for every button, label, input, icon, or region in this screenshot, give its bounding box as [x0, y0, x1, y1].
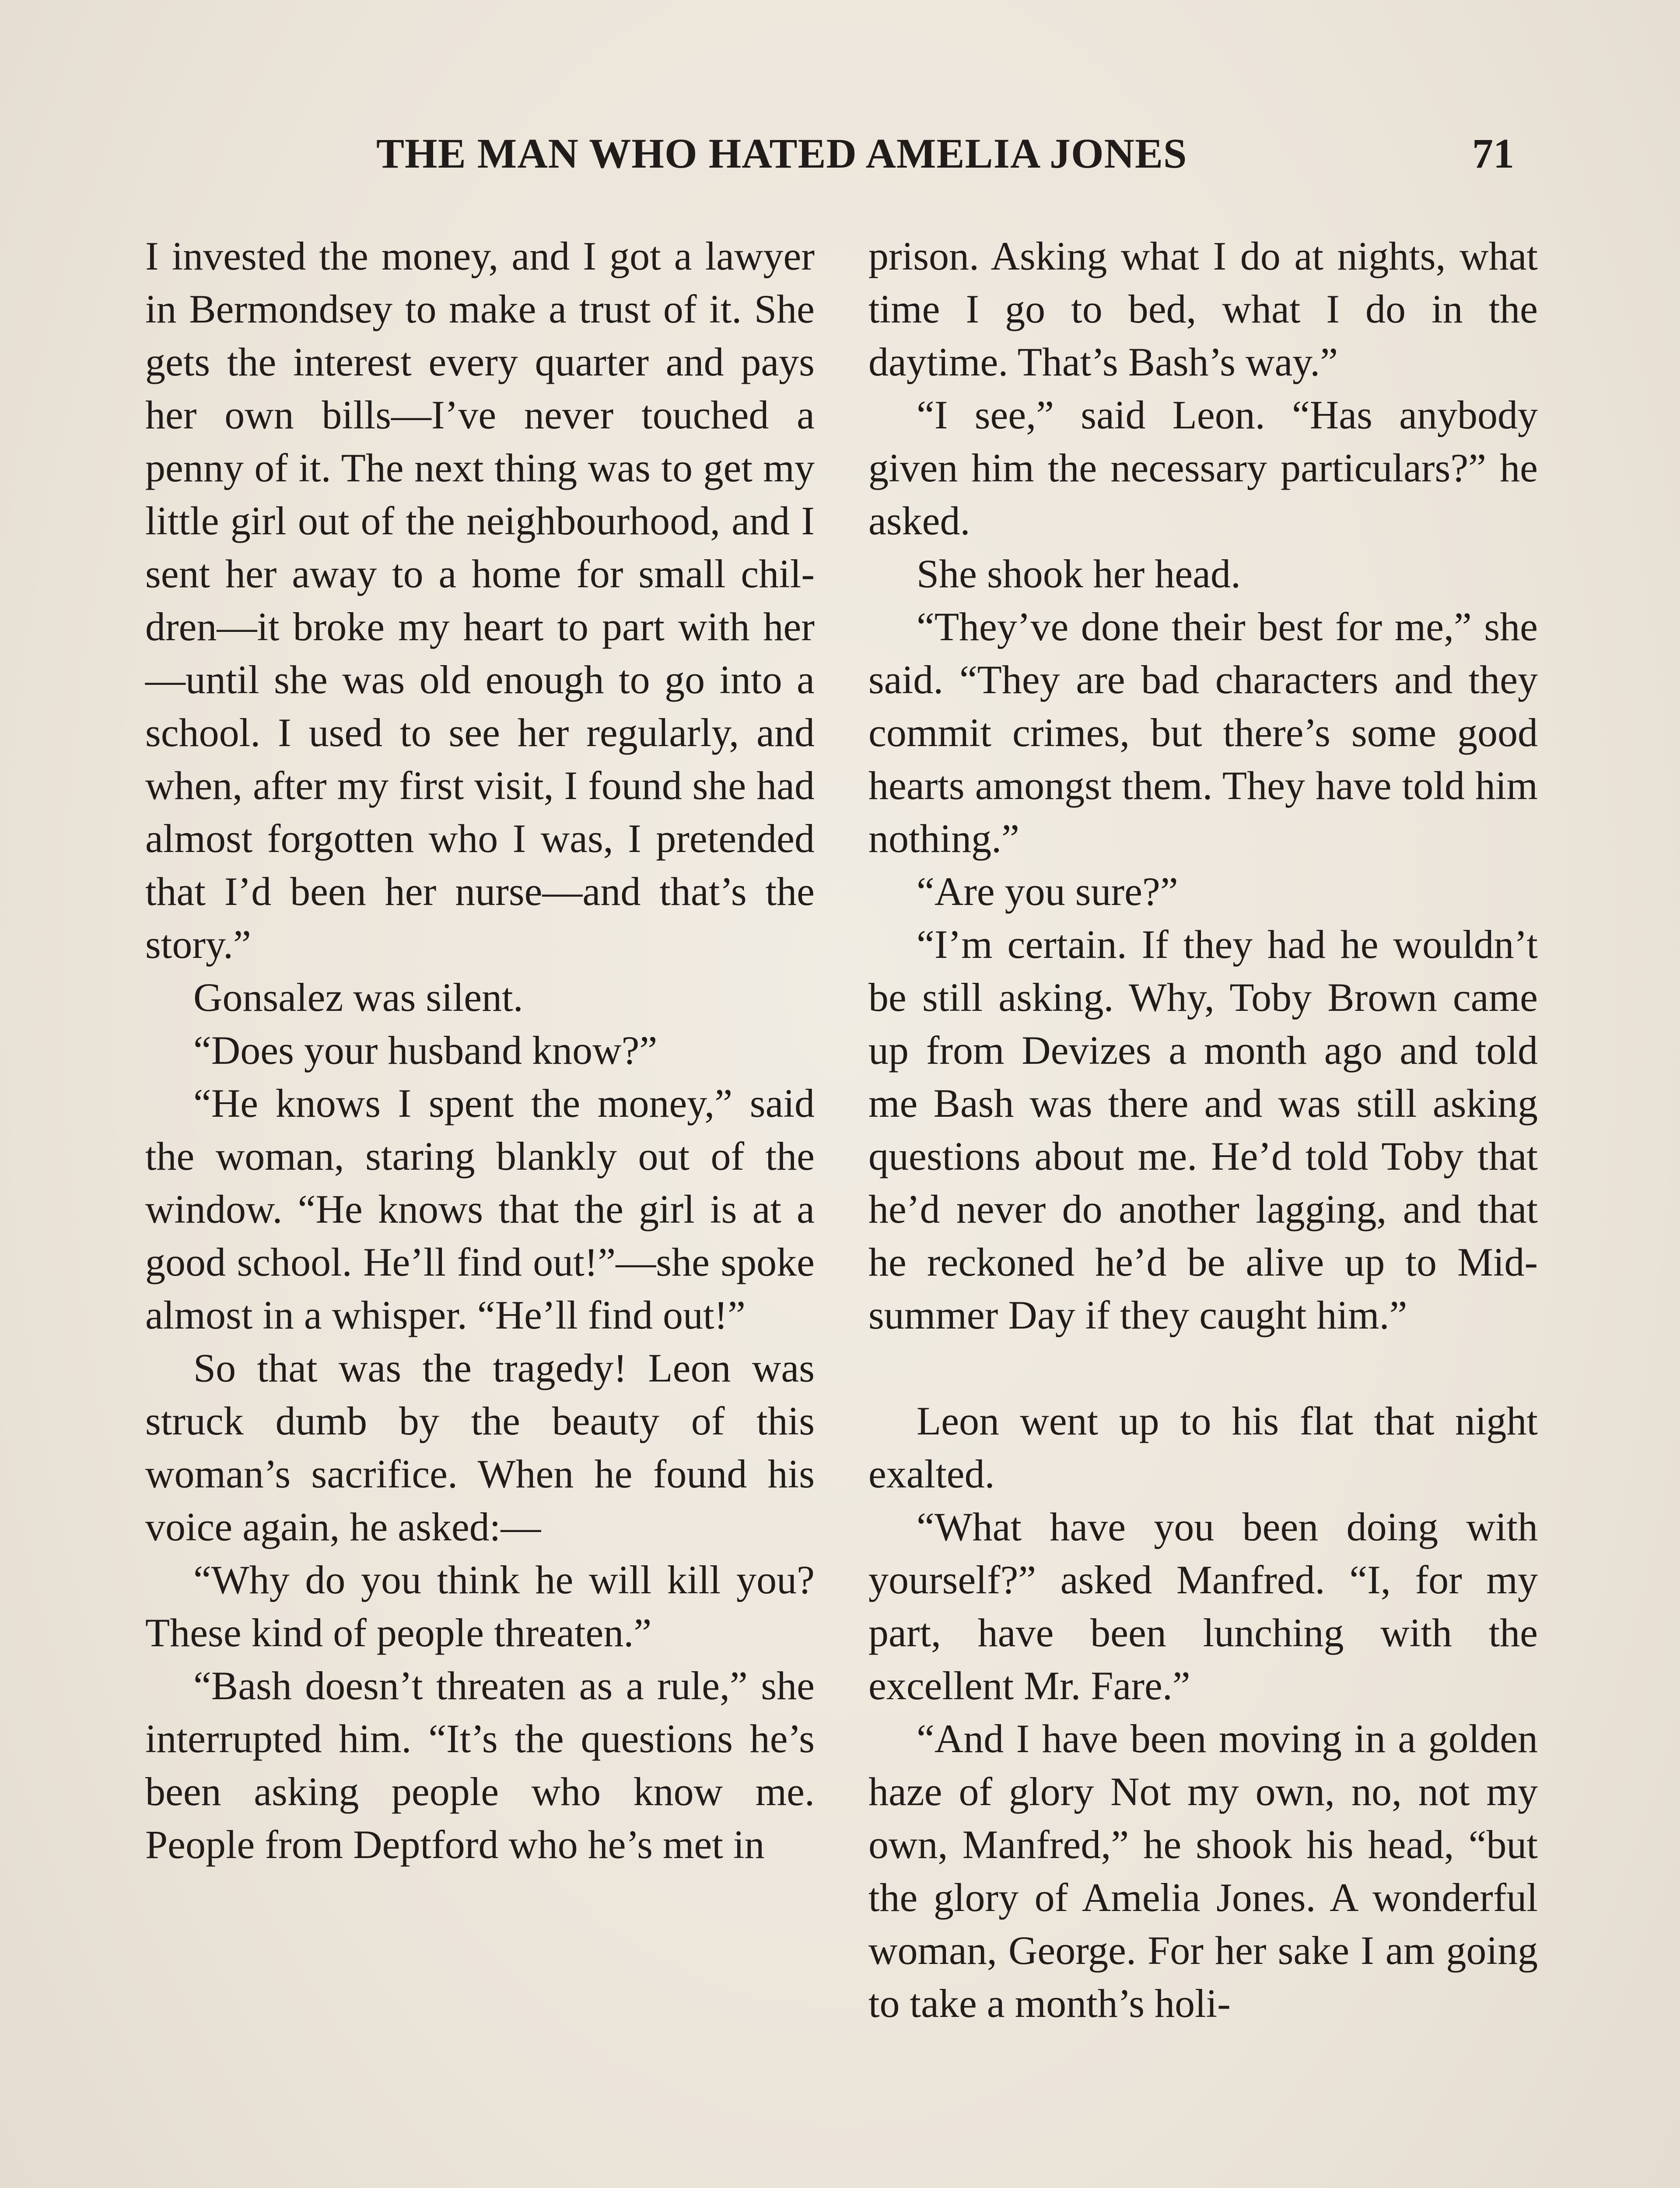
- paragraph: prison. Asking what I do at nights, what time I go to bed, what I do in the daytime. That’s Bash’s way.”: [868, 234, 1538, 384]
- paragraph: So that was the tragedy! Leon was struck dumb by the beauty of this woman’s sacrifice. When he found his voice again, he asked:—: [145, 1346, 815, 1549]
- paragraph: Leon went up to his flat that night exalted.: [868, 1399, 1538, 1496]
- paragraph: “Does your husband know?”: [193, 1028, 658, 1073]
- paragraph: “Why do you think he will kill you? These kind of people threaten.”: [145, 1557, 815, 1655]
- paragraph: “I see,” said Leon. “Has anybody given him the necessary particulars?” he asked.: [868, 393, 1538, 543]
- right-text-column: [868, 230, 1538, 2030]
- left-text-column: [145, 230, 815, 1871]
- paragraph: “He knows I spent the money,” said the woman, staring blankly out of the window. “He knows that the girl is at a good school. He’ll find out!”—she spoke almost in a whisper. “He’ll find out!”: [145, 1081, 815, 1337]
- paragraph: Gonsalez was silent.: [193, 975, 523, 1020]
- paragraph: “Are you sure?”: [917, 869, 1178, 914]
- paragraph: “They’ve done their best for me,” she said. “They are bad characters and they commit crimes, but there’s some good hearts amongst them. They have told him nothing.”: [868, 604, 1538, 861]
- running-title: THE MAN WHO HATED AMELIA JONES: [376, 130, 1187, 177]
- paragraph: “I’m certain. If they had he wouldn’t be still asking. Why, Toby Brown came up from Devizes a month ago and told me Bash was there and was still asking questions about me. He’d told Toby that he’d never do another lagging, and that he reckoned he’d be alive up to Midsummer Day if they caught him.”: [868, 922, 1538, 1337]
- paragraph: She shook her head.: [917, 551, 1241, 596]
- paragraph: “Bash doesn’t threaten as a rule,” she interrupted him. “It’s the questions he’s been asking people who know me. People from Deptford who he’s met in: [145, 1663, 815, 1867]
- paragraph: I invested the money, and I got a lawyer in Bermondsey to make a trust of it. She gets the interest every quarter and pays her own bills—I’ve never touched a penny of it. The next thing was to get my little girl out of the neighbourhood, and I sent her away to a home for small children—it broke my heart to part with her—until she was old enough to go into a school. I used to see her regularly, and when, after my first visit, I found she had almost forgotten who I was, I pretended that I’d been her nurse—and that’s the story.”: [145, 234, 815, 967]
- paragraph: “What have you been doing with yourself?” asked Manfred. “I, for my part, have been lunching with the excellent Mr. Fare.”: [868, 1504, 1538, 1708]
- page-number: 71: [1472, 130, 1514, 177]
- paragraph: “And I have been moving in a golden haze of glory Not my own, no, not my own, Manfred,” he shook his head, “but the glory of Amelia Jones. A wonderful woman, George. For her sake I am going to take a month’s holi-: [868, 1716, 1538, 2026]
